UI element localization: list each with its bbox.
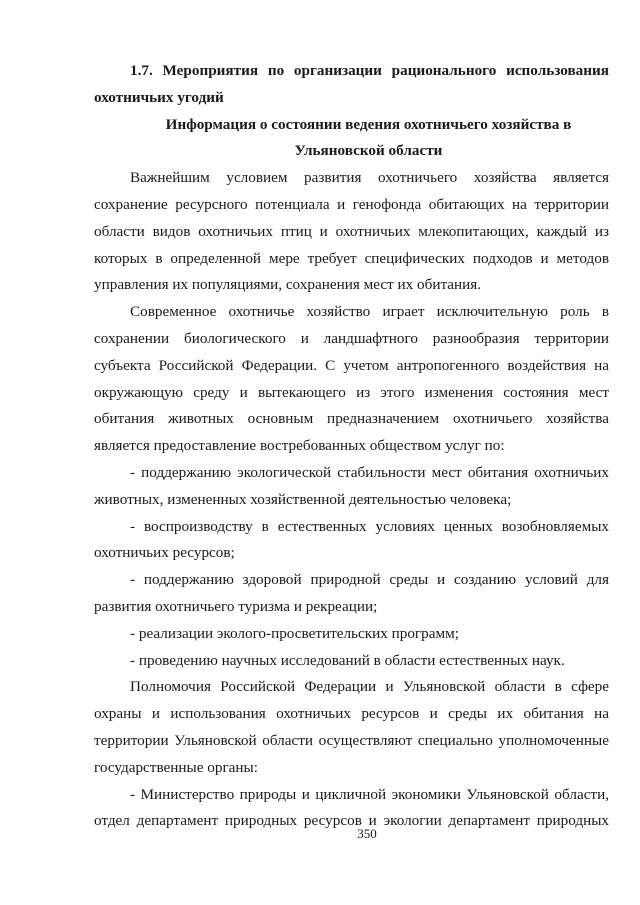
page-number: 350 <box>357 826 377 841</box>
page-number-container <box>0 826 640 842</box>
list-item-3: - поддержанию здоровой природной среды и созданию условий для развития охотничьего туризма и рекреации; <box>94 571 609 615</box>
list-item-1: - поддержанию экологической стабильности мест обитания охотничьих животных, измененных хозяйственной деятельностью человека; <box>94 463 609 508</box>
subsection-title: Информация о состоянии ведения охотничьего хозяйства в Ульяновской области <box>165 115 572 160</box>
document-body <box>94 58 609 835</box>
list-item-4: - реализации эколого-просветительских программ; <box>130 624 459 642</box>
list-item-5: - проведению научных исследований в области естественных наук. <box>130 651 565 669</box>
list-item-2: - воспроизводству в естественных условиях ценных возобновляемых охотничьих ресурсов; <box>94 517 609 562</box>
section-title: 1.7. Мероприятия по организации рационального использования охотничьих угодий <box>94 62 609 106</box>
paragraph-2: Современное охотничье хозяйство играет исключительную роль в сохранении биологического и ландшафтного разнообразия территории субъекта Российской Федерации. С учетом антропогенного воздействия на окружающую среду и вытекающего из этого изменения состояния мест обитания животных основным предназначением охотничьего хозяйства является предоставление востребованных обществом услуг по: <box>94 303 609 455</box>
paragraph-3: Полномочия Российской Федерации и Ульяновской области в сфере охраны и использования охотничьих ресурсов и среды их обитания на территории Ульяновской области осуществляют специально уполномоченные государственные органы: <box>94 678 609 776</box>
paragraph-1: Важнейшим условием развития охотничьего хозяйства является сохранение ресурсного потенциала и генофонда обитающих на территории области видов охотничьих птиц и охотничьих млекопитающих, каждый из которых в определенной мере требует специфических подходов и методов управления их популяциями, сохранения мест их обитания. <box>94 169 609 294</box>
paragraph-4: - Министерство природы и цикличной экономики Ульяновской области, отдел департамент природных ресурсов и экологии департамент природных <box>94 785 609 830</box>
